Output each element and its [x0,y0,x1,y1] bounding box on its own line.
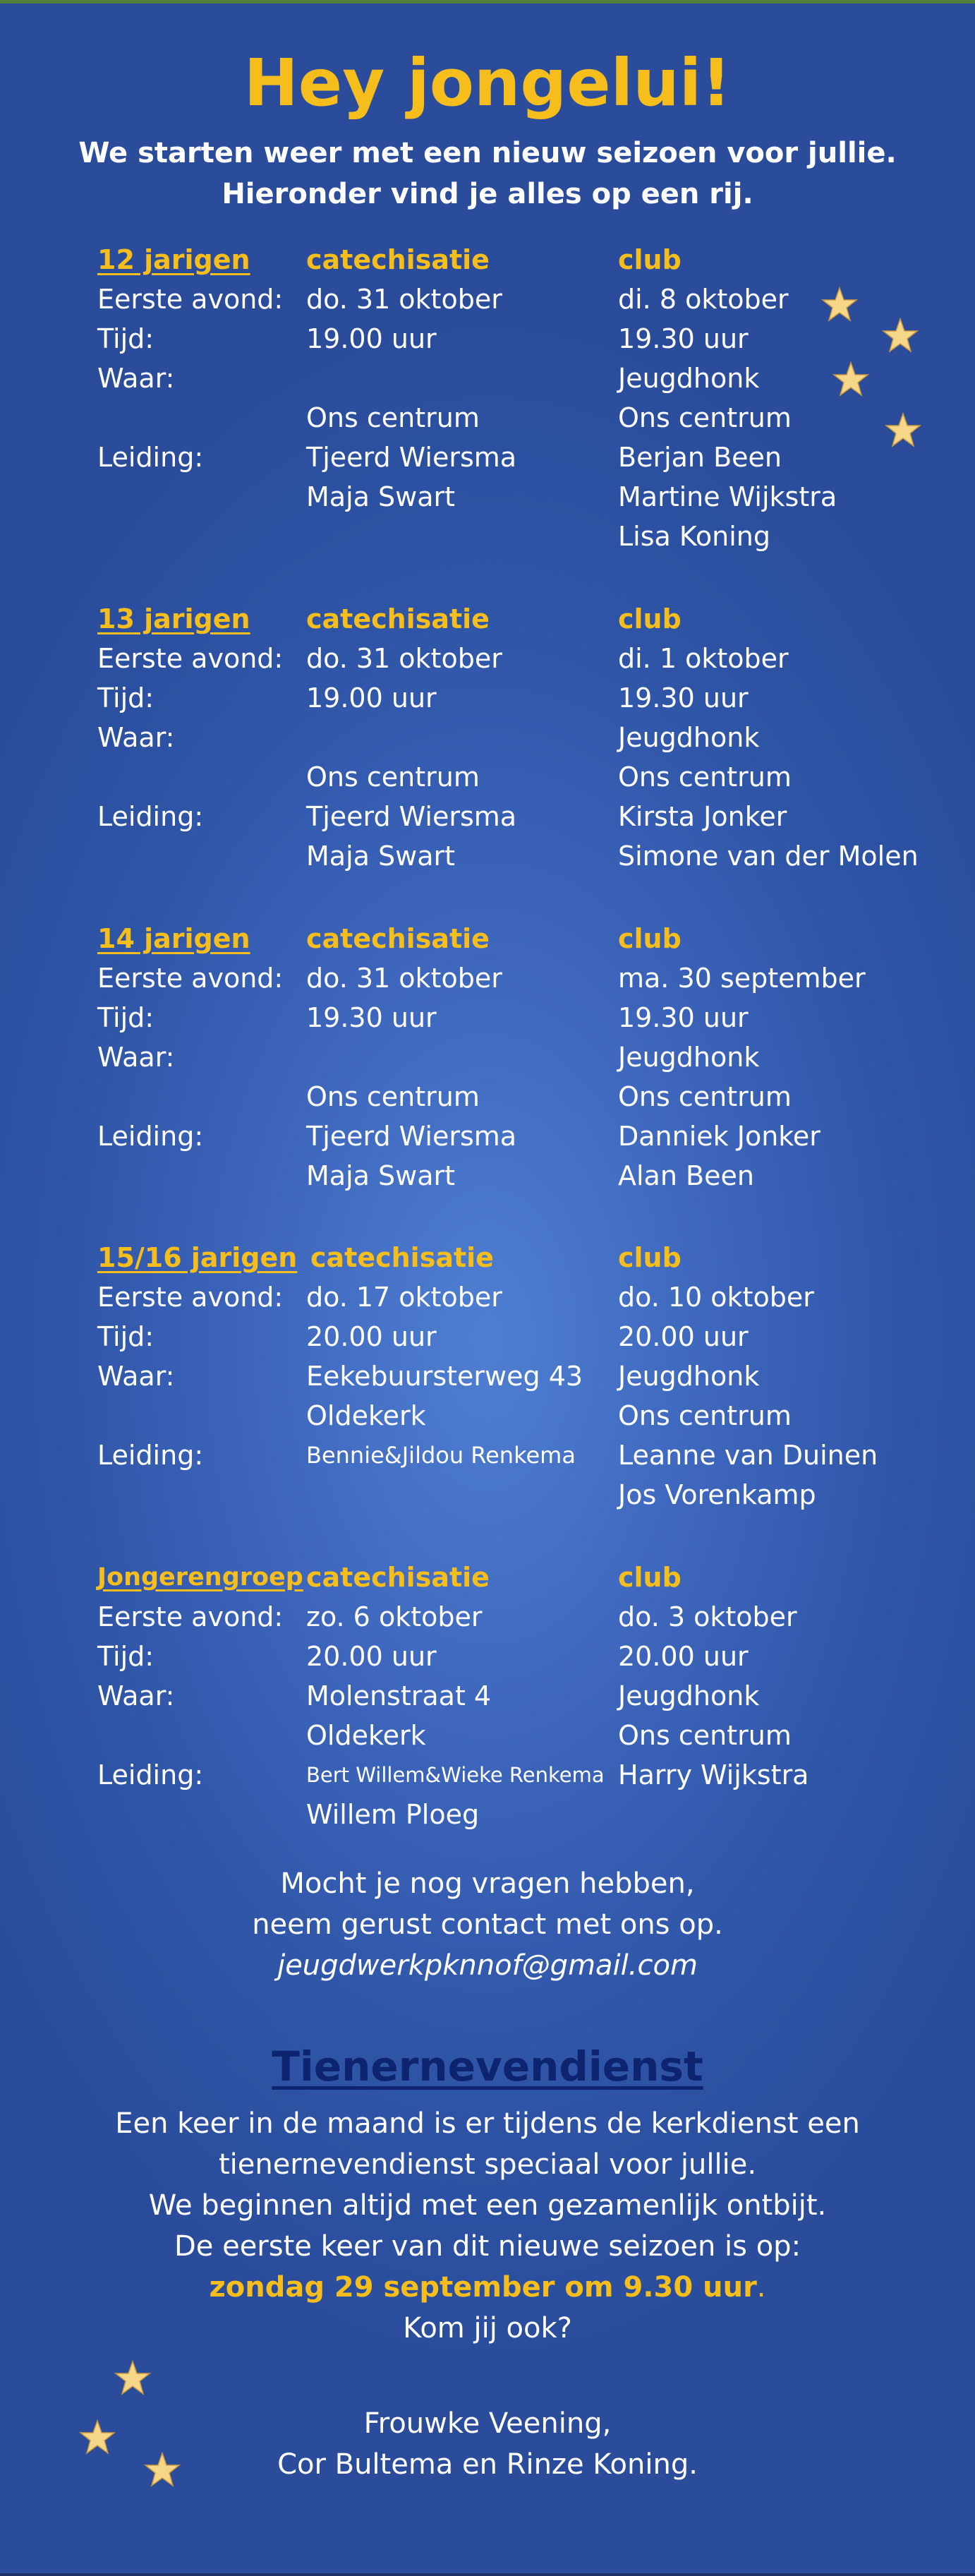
bottom-border-line [0,2573,975,2576]
tnd-date-suffix: . [756,2271,766,2304]
club-value: Ons centrum [618,1720,792,1751]
star-icon [885,412,921,449]
star-icon [79,2419,116,2456]
row-eerste-avond [97,1597,944,1637]
row-label: Waar: [97,1361,175,1392]
club-header: club [618,603,682,634]
intro-line-2: Hieronder vind je alles op een rij. [222,178,753,210]
catechisatie-value: zo. 6 oktober [306,1601,483,1632]
club-value: Jeugdhonk [618,1680,760,1711]
contact-email[interactable]: jeugdwerkpknnof@gmail.com [277,1949,698,1982]
club-value: 19.30 uur [618,1002,749,1033]
row-location [97,1716,944,1755]
intro-text [0,133,975,215]
star-icon [821,287,858,323]
row-waar [97,1037,944,1077]
page-title: Hey jongelui! [243,45,732,121]
row-eerste-avond [97,279,944,319]
row-leiding [97,797,944,836]
club-header: club [618,1562,682,1593]
club-value: Jeugdhonk [618,363,760,394]
tienernevendienst-title: Tienernevendienst [272,2042,703,2090]
row-label: Eerste avond: [97,643,284,674]
row-label: Waar: [97,722,175,753]
tnd-date-line [0,2267,975,2308]
row-waar [97,359,944,398]
catechisatie-header: catechisatie [306,1562,490,1593]
club-value: Jeugdhonk [618,1361,760,1392]
catechisatie-value: 20.00 uur [306,1641,437,1672]
club-value: 19.30 uur [618,323,749,354]
row-tijd [97,678,944,718]
signature-line-1: Frouwke Veening, [363,2407,612,2440]
club-value: Alan Been [618,1160,754,1191]
catechisatie-value: 19.00 uur [306,323,437,354]
group-name: 14 jarigen [97,923,250,954]
row-label: Waar: [97,1042,175,1073]
catechisatie-value: Maja Swart [306,481,456,512]
row-waar [97,1356,944,1396]
row-eerste-avond [97,1277,944,1317]
catechisatie-value: Molenstraat 4 [306,1680,492,1711]
club-header: club [618,1242,682,1273]
catechisatie-value: Tjeerd Wiersma [306,801,517,832]
row-location [97,757,944,797]
catechisatie-value: Willem Ploeg [306,1799,480,1830]
club-value: Jeugdhonk [618,1042,760,1073]
row-label: Leiding: [97,1440,204,1471]
catechisatie-value: 19.00 uur [306,682,437,714]
club-value: di. 1 oktober [618,643,789,674]
club-value: ma. 30 september [618,963,866,994]
row-waar [97,1676,944,1716]
contact-block [0,1863,975,1986]
catechisatie-value: Eekebuursterweg 43 [306,1361,583,1392]
club-value: Leanne van Duinen [618,1440,878,1471]
tnd-date: zondag 29 september om 9.30 uur [209,2271,757,2304]
row-leiding-3 [97,517,944,556]
row-location [97,398,944,438]
row-label: Leiding: [97,1121,204,1152]
catechisatie-value: Bert Willem&Wieke Renkema [306,1763,605,1787]
row-leiding [97,1755,944,1795]
tnd-question: Kom jij ook? [403,2312,572,2345]
catechisatie-value: Maja Swart [306,841,456,872]
club-value: 20.00 uur [618,1641,749,1672]
group-header [97,240,944,279]
row-label: Eerste avond: [97,1601,284,1632]
catechisatie-value: Tjeerd Wiersma [306,442,517,473]
contact-line-2: neem gerust contact met ons op. [252,1908,723,1941]
club-value: Lisa Koning [618,521,771,552]
club-value: 20.00 uur [618,1321,749,1352]
catechisatie-value: do. 17 oktober [306,1282,502,1313]
row-label: Leiding: [97,801,204,832]
row-tijd [97,1317,944,1356]
row-label: Tijd: [97,1002,155,1033]
club-value: do. 10 oktober [618,1282,814,1313]
tnd-line-2: tienernevendienst speciaal voor jullie. [218,2148,757,2181]
catechisatie-value: do. 31 oktober [306,643,502,674]
row-leiding [97,438,944,477]
catechisatie-value: do. 31 oktober [306,963,502,994]
row-label: Eerste avond: [97,963,284,994]
club-value: Berjan Been [618,442,782,473]
catechisatie-header: catechisatie [310,1242,494,1273]
club-value: Jos Vorenkamp [618,1479,816,1510]
intro-line-1: We starten weer met een nieuw seizoen voor jullie. [78,137,897,169]
star-icon [832,361,869,398]
catechisatie-header: catechisatie [306,244,490,275]
row-label: Eerste avond: [97,284,284,315]
catechisatie-header: catechisatie [306,923,490,954]
tnd-line-3: We beginnen altijd met een gezamenlijk ontbijt. [148,2189,827,2222]
catechisatie-value: Maja Swart [306,1160,456,1191]
catechisatie-value: Ons centrum [306,762,480,793]
row-location [97,1077,944,1117]
row-leiding-2 [97,1475,944,1515]
club-value: Danniek Jonker [618,1121,820,1152]
star-icon [882,318,919,354]
club-value: di. 8 oktober [618,284,789,315]
row-label: Leiding: [97,442,204,473]
row-leiding-2 [97,836,944,876]
catechisatie-value: Oldekerk [306,1400,426,1431]
row-leiding [97,1436,944,1475]
group-header [97,1238,944,1277]
club-value: Martine Wijkstra [618,481,837,512]
contact-line-1: Mocht je nog vragen hebben, [280,1867,695,1900]
catechisatie-value: do. 31 oktober [306,284,502,315]
row-leiding-2 [97,1156,944,1196]
row-tijd [97,1637,944,1676]
top-border-line [0,0,975,4]
tienernevendienst-body [0,2103,975,2349]
catechisatie-value: Bennie&Jildou Renkema [306,1442,576,1469]
tnd-line-4: De eerste keer van dit nieuwe seizoen is op: [174,2230,801,2263]
row-leiding [97,1117,944,1156]
club-value: 19.30 uur [618,682,749,714]
group-header [97,919,944,958]
club-value: Kirsta Jonker [618,801,787,832]
club-value: Ons centrum [618,402,792,433]
row-location [97,1396,944,1436]
club-value: do. 3 oktober [618,1601,797,1632]
row-tijd [97,319,944,359]
club-value: Ons centrum [618,1400,792,1431]
catechisatie-value: Oldekerk [306,1720,426,1751]
row-label: Eerste avond: [97,1282,284,1313]
row-label: Tijd: [97,323,155,354]
club-value: Jeugdhonk [618,722,760,753]
group-name: 12 jarigen [97,244,250,275]
group-name: Jongerengroep [97,1563,303,1591]
catechisatie-value: 19.30 uur [306,1002,437,1033]
club-value: Harry Wijkstra [618,1759,809,1790]
group-name: 15/16 jarigen [97,1242,298,1273]
club-value: Simone van der Molen [618,841,919,872]
catechisatie-value: Ons centrum [306,402,480,433]
star-icon [144,2452,181,2488]
row-label: Tijd: [97,1641,155,1672]
tnd-line-1: Een keer in de maand is er tijdens de kerkdienst een [115,2107,860,2140]
row-tijd [97,998,944,1037]
row-label: Waar: [97,363,175,394]
row-eerste-avond [97,639,944,678]
catechisatie-header: catechisatie [306,603,490,634]
catechisatie-value: 20.00 uur [306,1321,437,1352]
row-leiding-2 [97,1795,944,1834]
star-icon [114,2360,151,2397]
catechisatie-value: Ons centrum [306,1081,480,1112]
row-label: Waar: [97,1680,175,1711]
catechisatie-value: Tjeerd Wiersma [306,1121,517,1152]
signature-line-2: Cor Bultema en Rinze Koning. [277,2448,698,2481]
row-leiding-2 [97,477,944,517]
row-waar [97,718,944,757]
club-value: Ons centrum [618,1081,792,1112]
club-header: club [618,923,682,954]
group-header [97,1558,944,1597]
row-label: Leiding: [97,1759,204,1790]
club-header: club [618,244,682,275]
group-header [97,599,944,639]
group-name: 13 jarigen [97,603,250,634]
club-value: Ons centrum [618,762,792,793]
row-label: Tijd: [97,1321,155,1352]
row-label: Tijd: [97,682,155,714]
row-eerste-avond [97,958,944,998]
